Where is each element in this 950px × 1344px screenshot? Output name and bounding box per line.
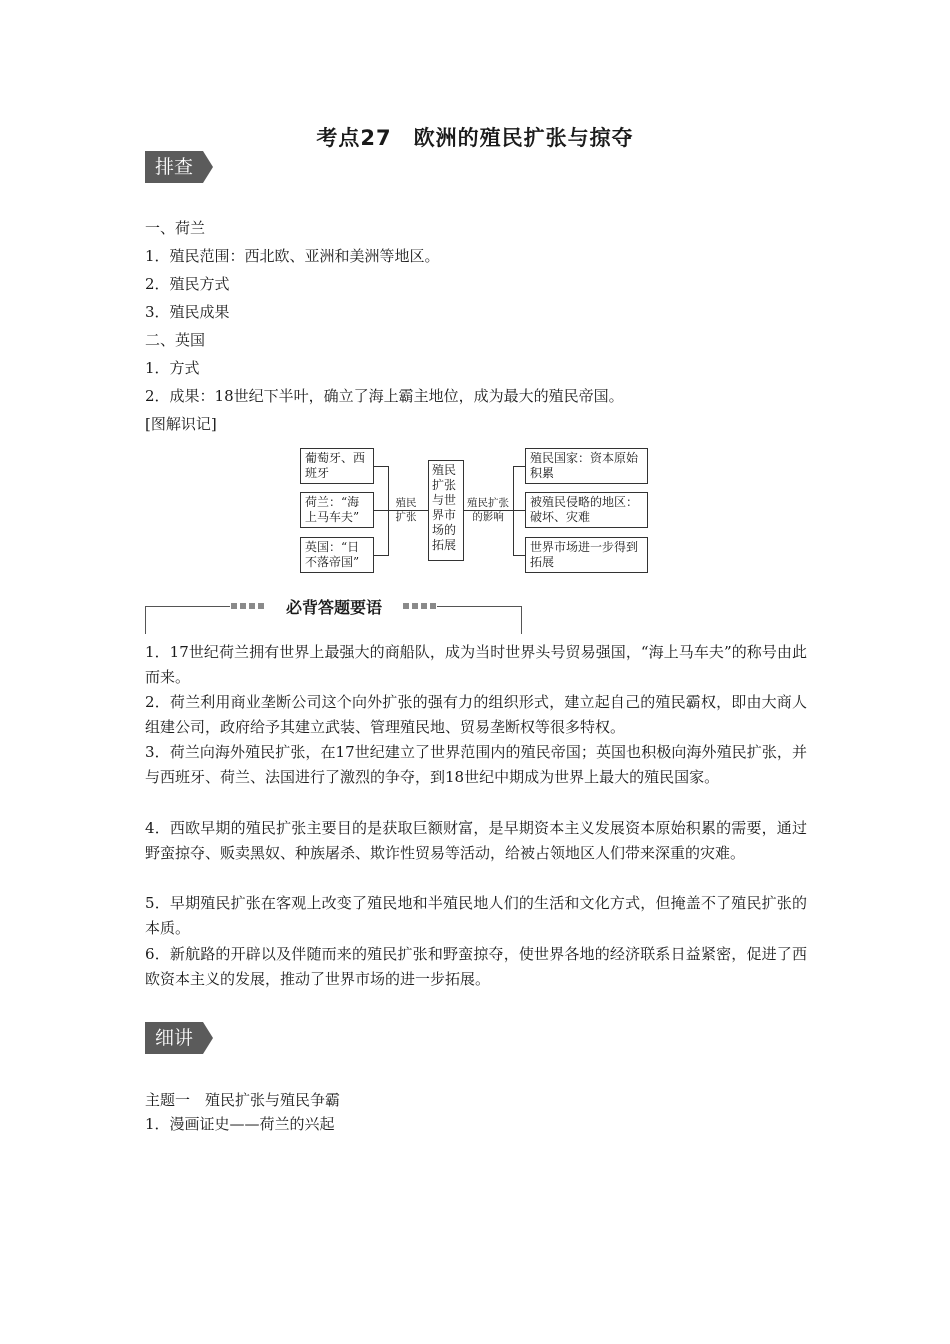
page-title: 考点27 欧洲的殖民扩张与掠夺 [316, 126, 634, 150]
diagram-label-impact: 殖民扩张的影响 [467, 497, 509, 523]
diagram-box-center: 殖民扩张与世界市场的拓展 [428, 460, 464, 561]
diagram-box-colonial-states: 殖民国家：资本原始积累 [525, 448, 648, 484]
key-point: 4．西欧早期的殖民扩张主要目的是获取巨额财富，是早期资本主义发展资本原始积累的需要，通过野蛮掠夺、贩卖黑奴、种族屠杀、欺诈性贸易等活动，给被占领地区人们带来深重的灾难。 [145, 819, 807, 862]
diagram-label-expansion: 殖民扩张 [395, 497, 417, 523]
banner-label: 核心考点 [225, 1027, 306, 1049]
key-points-title: 必背答题要语 [285, 598, 382, 617]
banner-tag: 排查 [154, 156, 193, 178]
outline-line: 一、荷兰 [145, 219, 206, 237]
key-point: 2．荷兰利用商业垄断公司这个向外扩张的强有力的组织形式，建立起自己的殖民霸权，即由大商人组建公司，政府给予其建立武装、管理殖民地、贸易垄断权等很多特权。 [145, 693, 807, 736]
section-banner-basic [145, 151, 343, 183]
outline-line: 1．殖民范围：西北欧、亚洲和美洲等地区。 [145, 247, 440, 265]
banner-tag: 细讲 [154, 1027, 193, 1049]
diagram-box-netherlands: 荷兰：“海上马车夫” [300, 492, 374, 528]
key-point: 1．17世纪荷兰拥有世界上最强大的商船队，成为当时世界头号贸易强国，“海上马车夫”的称号由此而来。 [145, 643, 807, 686]
diagram-box-portugal-spain: 葡萄牙、西班牙 [300, 448, 374, 484]
outline-line: 二、英国 [145, 331, 206, 349]
topic-heading: 主题一 殖民扩张与殖民争霸 [145, 1091, 341, 1109]
banner-label: 基础知识 [225, 156, 306, 178]
key-point: 3．荷兰向海外殖民扩张，在17世纪建立了世界范围内的殖民帝国；英国也积极向海外殖民扩张，并与西班牙、荷兰、法国进行了激烈的争夺，到18世纪中期成为世界上最大的殖民国家。 [145, 743, 807, 786]
diagram-box-britain: 英国：“日不落帝国” [300, 537, 374, 573]
diagram-box-colonized-areas: 被殖民侵略的地区：破坏、灾难 [525, 492, 648, 528]
outline-line: 1．方式 [145, 359, 200, 377]
diagram-box-world-market: 世界市场进一步得到拓展 [525, 537, 648, 573]
outline-line: [图解识记] [145, 415, 217, 433]
outline-line: 2．殖民方式 [145, 275, 230, 293]
outline-line: 2．成果：18世纪下半叶，确立了海上霸主地位，成为最大的殖民帝国。 [145, 387, 624, 405]
subtopic-heading: 1．漫画证史——荷兰的兴起 [145, 1115, 335, 1133]
section-banner-core [145, 1022, 343, 1054]
outline-line: 3．殖民成果 [145, 303, 230, 321]
key-point: 5．早期殖民扩张在客观上改变了殖民地和半殖民地人们的生活和文化方式，但掩盖不了殖民扩张的本质。 [145, 894, 807, 937]
key-point: 6．新航路的开辟以及伴随而来的殖民扩张和野蛮掠夺，使世界各地的经济联系日益紧密，促进了西欧资本主义的发展，推动了世界市场的进一步拓展。 [145, 945, 807, 988]
